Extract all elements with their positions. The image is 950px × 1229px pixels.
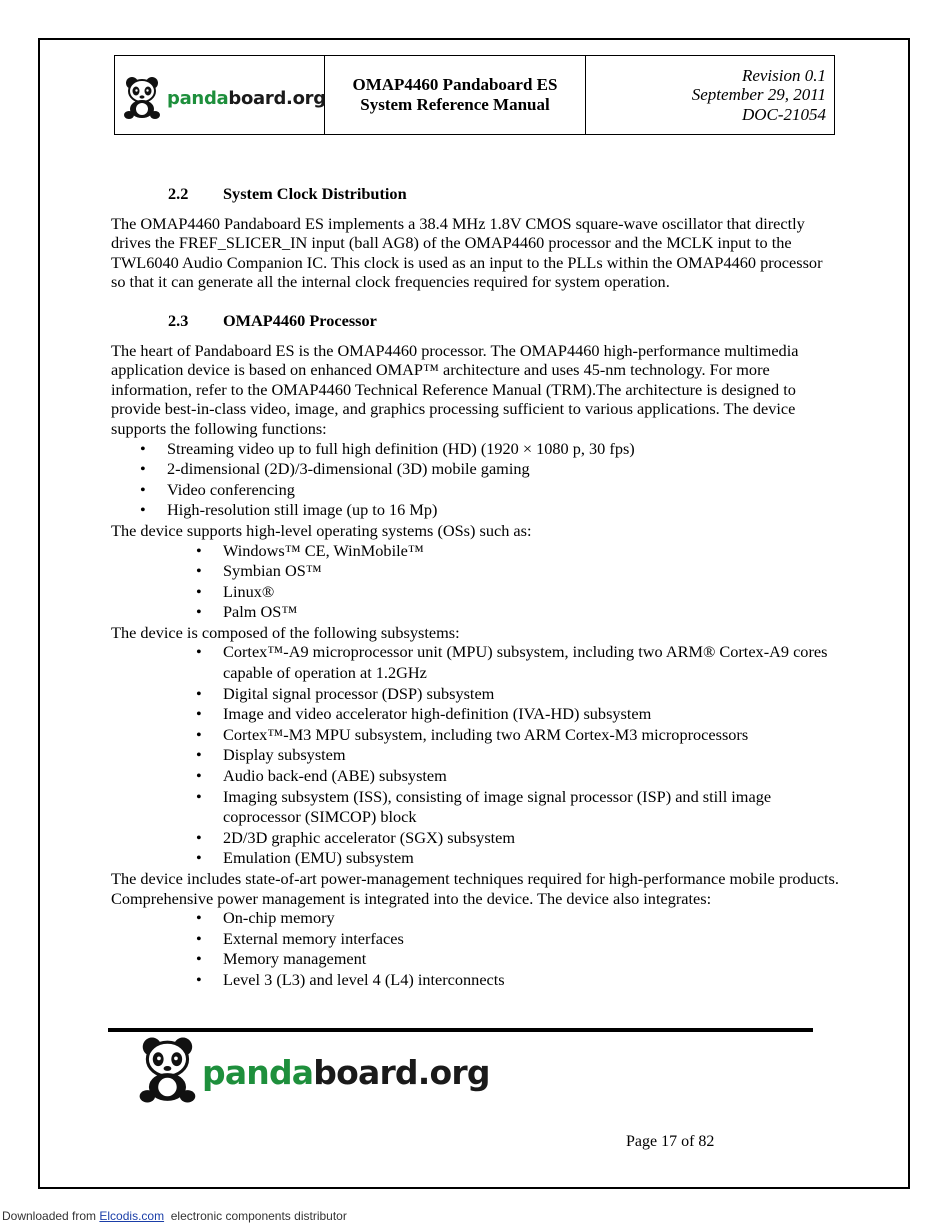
doc-title-line2: System Reference Manual	[360, 95, 550, 114]
download-note: Downloaded from Elcodis.com electronic components distributor	[2, 1209, 347, 1223]
list-item: • Imaging subsystem (ISS), consisting of image signal processor (ISP) and still image coprocessor (SIMCOP) block	[223, 787, 841, 828]
section-2-3-body: The heart of Pandaboard ES is the OMAP4460 processor. The OMAP4460 high-performance multimedia application device is based on enhanced OMAP™ architecture and uses 45-nm technology. For more information, refer to the OMAP4460 Technical Reference Manual (TRM).The architecture is designed to provide best-in-class video, image, and graphics processing sufficient to various applications. The device supports the following functions:	[111, 340, 799, 438]
pandaboard-logo-footer	[138, 1036, 490, 1104]
list-item: • Cortex™-A9 microprocessor unit (MPU) subsystem, including two ARM® Cortex-A9 cores capable of operation at 1.2GHz	[223, 642, 841, 683]
section-title: System Clock Distribution	[223, 184, 407, 203]
list-item: • Cortex™-M3 MPU subsystem, including two ARM Cortex-M3 microprocessors	[223, 725, 841, 746]
doc-title-line1: OMAP4460 Pandaboard ES	[352, 75, 558, 94]
os-list	[111, 541, 841, 623]
elcodis-link[interactable]: Elcodis.com	[99, 1209, 165, 1223]
list-item: • Display subsystem	[223, 745, 841, 766]
list-item: • Linux®	[223, 582, 841, 603]
integrates-list	[111, 908, 841, 990]
revision: Revision 0.1	[741, 65, 826, 85]
list-item: • Audio back-end (ABE) subsystem	[223, 766, 841, 787]
list-item: • Streaming video up to full high definition (HD) (1920 × 1080 p, 30 fps)	[167, 439, 841, 460]
os-intro: The device supports high-level operating systems (OSs) such as:	[111, 520, 532, 540]
list-item: • Emulation (EMU) subsystem	[223, 848, 841, 869]
list-item: • 2D/3D graphic accelerator (SGX) subsystem	[223, 828, 841, 849]
document-header-table	[114, 55, 835, 135]
list-item: • Video conferencing	[167, 480, 841, 501]
section-heading-2-2	[168, 184, 841, 204]
header-title-cell	[325, 56, 586, 134]
subsystems-intro: The device is composed of the following subsystems:	[111, 622, 460, 642]
header-revision-cell	[586, 56, 834, 134]
doc-id: DOC-21054	[741, 104, 826, 124]
list-item: • Symbian OS™	[223, 561, 841, 582]
header-logo-cell	[115, 56, 325, 134]
logo-wordmark: pandaboard.org	[202, 1052, 490, 1092]
list-item: • Memory management	[223, 949, 841, 970]
subsystems-list	[111, 642, 841, 869]
list-item: • Palm OS™	[223, 602, 841, 623]
functions-list	[111, 439, 841, 521]
panda-icon	[138, 1036, 200, 1104]
panda-icon	[123, 76, 163, 120]
footer-rule	[108, 1028, 813, 1032]
section-2-2-body: The OMAP4460 Pandaboard ES implements a 38.4 MHz 1.8V CMOS square-wave oscillator that directly drives the FREF_SLICER_IN input (ball AG8) of the OMAP4460 processor and the MCLK input to the TWL6040 Audio Companion IC. This clock is used as an input to the PLLs within the OMAP4460 processor so that it can generate all the internal clock frequencies required for system operation.	[111, 213, 823, 292]
list-item: • High-resolution still image (up to 16 Mp)	[167, 500, 841, 521]
list-item: • Digital signal processor (DSP) subsystem	[223, 684, 841, 705]
list-item: • On-chip memory	[223, 908, 841, 929]
pandaboard-logo-small	[123, 76, 326, 120]
list-item: • Level 3 (L3) and level 4 (L4) interconnects	[223, 970, 841, 991]
list-item: • Image and video accelerator high-definition (IVA-HD) subsystem	[223, 704, 841, 725]
section-heading-2-3	[168, 311, 841, 331]
logo-wordmark: pandaboard.org	[167, 87, 326, 109]
section-number: 2.2	[168, 184, 189, 203]
section-number: 2.3	[168, 310, 189, 330]
power-intro: The device includes state-of-art power-management techniques required for high-performance mobile products. Comprehensive power management is integrated into the device. The device also integrates:	[111, 869, 839, 908]
page-content	[111, 184, 841, 991]
section-title: OMAP4460 Processor	[223, 310, 377, 330]
page-number: Page 17 of 82	[626, 1133, 715, 1150]
list-item: • 2-dimensional (2D)/3-dimensional (3D) mobile gaming	[167, 459, 841, 480]
revision-date: September 29, 2011	[691, 85, 826, 105]
list-item: • External memory interfaces	[223, 929, 841, 950]
list-item: • Windows™ CE, WinMobile™	[223, 541, 841, 562]
